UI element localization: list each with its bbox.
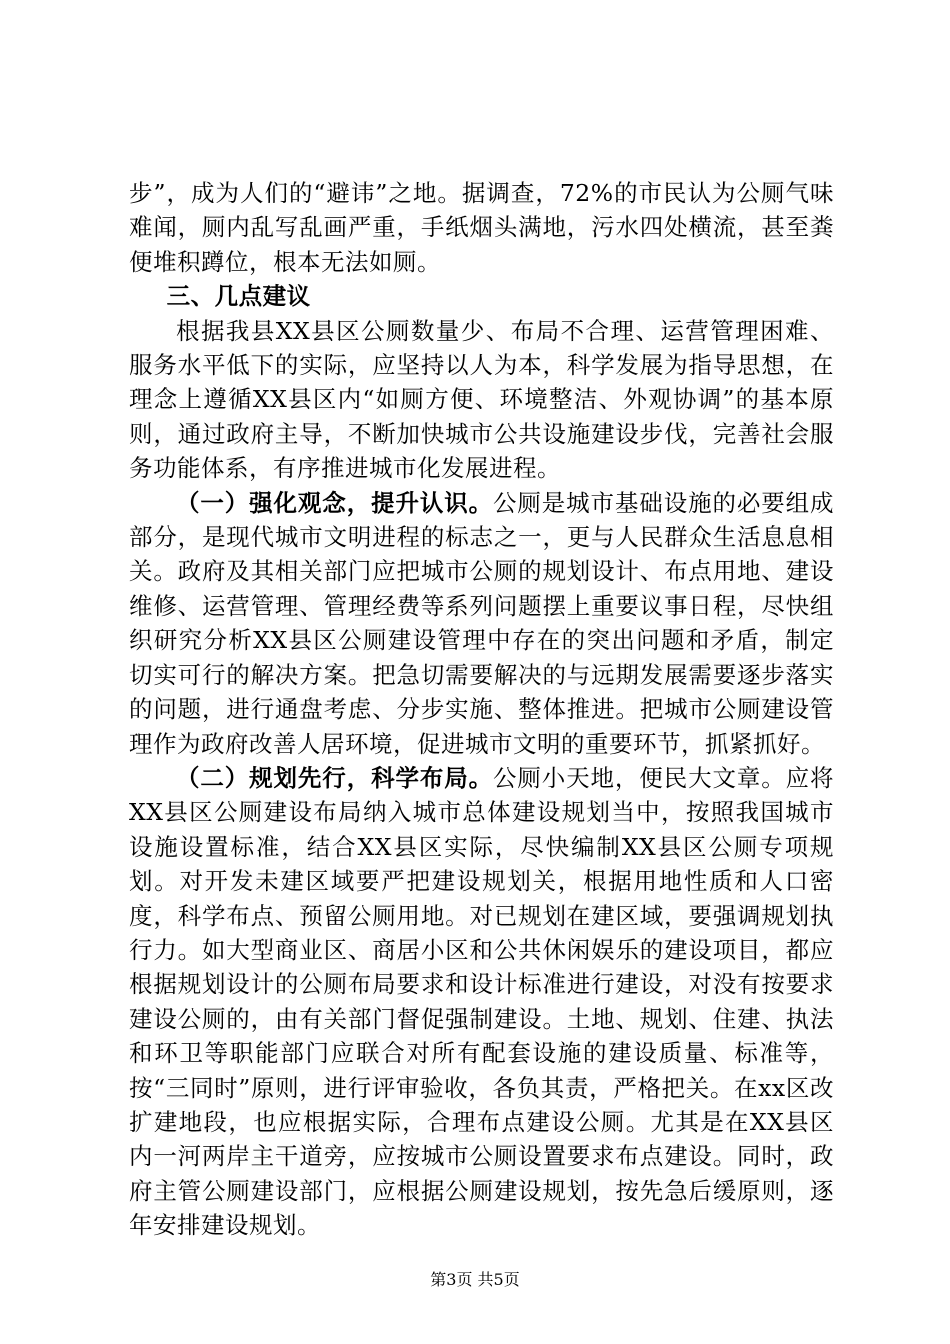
paragraph-text: 根据我县XX县区公厕数量少、布局不合理、运营管理困难、服务水平低下的实际，应坚持以人为本，科学发展为指导思想，在理念上遵循XX县区内“如厕方便、环境整洁、外观协调”的基本原则，通过政府主导，不断加快城市公共设施建设步伐，完善社会服务功能体系，有序推进城市化发展进程。	[129, 316, 834, 483]
subsection-lead: （一）强化观念，提升认识。	[176, 488, 493, 517]
page-footer	[0, 1270, 950, 1290]
document-body	[129, 176, 834, 1243]
paragraph-subsection-1	[129, 486, 834, 761]
section-heading	[129, 279, 834, 313]
page-number: 第3页 共5页	[430, 1270, 520, 1289]
paragraph-subsection-2	[129, 761, 834, 1243]
paragraph-text: 步”，成为人们的“避讳”之地。据调查，72%的市民认为公厕气味难闻，厕内乱写乱画严重，手纸烟头满地，污水四处横流，甚至粪便堆积蹲位，根本无法如厕。	[129, 179, 834, 276]
subsection-lead: （二）规划先行，科学布局。	[176, 763, 493, 792]
paragraph-text: 公厕小天地，便民大文章。应将XX县区公厕建设布局纳入城市总体建设规划当中，按照我国城市设施设置标准，结合XX县区实际，尽快编制XX县区公厕专项规划。对开发未建区域要严把建设规划关，根据用地性质和人口密度，科学布点、预留公厕用地。对已规划在建区域，要强调规划执行力。如大型商业区、商居小区和公共休闲娱乐的建设项目，都应根据规划设计的公厕布局要求和设计标准进行建设，对没有按要求建设公厕的，由有关部门督促强制建设。土地、规划、住建、执法和环卫等职能部门应联合对所有配套设施的建设质量、标准等，按“三同时”原则，进行评审验收，各负其责，严格把关。在xx区改扩建地段，也应根据实际，合理布点建设公厕。尤其是在XX县区内一河两岸主干道旁，应按城市公厕设置要求布点建设。同时，政府主管公厕建设部门，应根据公厕建设规划，按先急后缓原则，逐年安排建设规划。	[129, 763, 834, 1240]
paragraph	[129, 314, 834, 486]
paragraph-continued	[129, 176, 834, 279]
heading-text: 三、几点建议	[166, 282, 311, 311]
paragraph-text: 公厕是城市基础设施的必要组成部分，是现代城市文明进程的标志之一，更与人民群众生活息息相关。政府及其相关部门应把城市公厕的规划设计、布点用地、建设维修、运营管理、管理经费等系列问题摆上重要议事日程，尽快组织研究分析XX县区公厕建设管理中存在的突出问题和矛盾，制定切实可行的解决方案。把急切需要解决的与远期发展需要逐步落实的问题，进行通盘考虑、分步实施、整体推进。把城市公厕建设管理作为政府改善人居环境，促进城市文明的重要环节，抓紧抓好。	[129, 488, 834, 758]
